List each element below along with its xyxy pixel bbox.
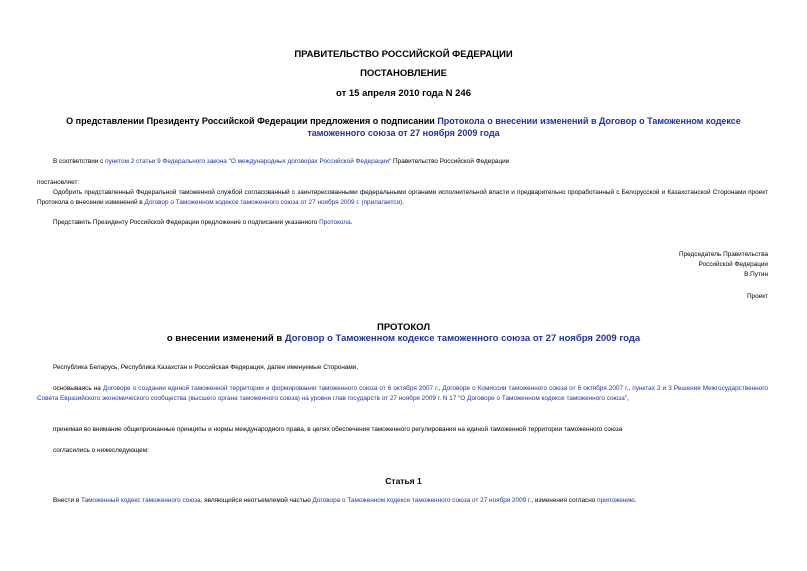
customs-code-treaty-link-2[interactable]: Договора о Таможенном кодексе таможенного союза от 27 ноября 2009 г. [312,497,532,504]
item-2-text-1: Представить Президенту Российской Федерации предложение о подписании указанного [53,219,320,226]
document-type-heading: ПОСТАНОВЛЕНИЕ [360,68,447,79]
customs-code-link[interactable]: Таможенный кодекс таможенного союза [80,497,201,504]
annex-link[interactable]: приложению [597,497,635,504]
protocol-subtitle [0,333,807,344]
postanovlyaet-label: постановляет: [37,179,80,186]
protocol-link[interactable]: Протокола [319,219,351,226]
basis-paragraph [37,384,768,403]
intro-paragraph [37,157,768,167]
item-1-paragraph [37,188,768,207]
resolution-title [36,115,771,139]
item-1-text-3: . [402,198,404,206]
basis-text-1: основываясь на [53,385,103,392]
commission-treaty-link[interactable]: Договоре о Комиссии таможенного союза от 6 октября 2007 г. [442,385,629,392]
title-text: О представлении Президенту Российской Федерации предложения о подписании [66,116,438,126]
agreed-paragraph: согласились о нижеследующем: [53,447,149,454]
signature-country: Российской Федерации [698,261,768,268]
basis-text-2: , [438,385,443,392]
parties-paragraph: Республика Беларусь, Республика Казахстан и Российская Федерация, далее именуемые Сторонами, [53,364,359,371]
article-1-text-4: . [634,497,637,504]
item-2-paragraph [37,218,768,228]
basis-text-4: , [627,394,629,402]
article-1-paragraph [37,496,768,506]
protocol-subtitle-text: о внесении изменений в [166,333,285,344]
signature-name: В.Путин [744,271,768,278]
council-decision-link[interactable]: пунктах 2 и 3 Решения Межгосударственного Совета Евразийского экономического сообщества (высшего органа таможенного союза) на уровне глав государств от 27 ноября 2009 г. N 17 "О Договоре о Таможенном кодексе таможенного союза" [37,385,768,402]
attached-link[interactable]: (прилагается) [361,198,403,206]
customs-code-treaty-link[interactable]: Договор о Таможенном кодексе таможенного союза от 27 ноября 2009 г. [144,198,360,206]
customs-territory-treaty-link[interactable]: Договоре о создании единой таможенной территории и формировании таможенного союза от 6 октября 2007 г. [102,385,439,392]
intro-text-1: В соответствии с [53,158,106,165]
signature-position: Председатель Правительства [679,251,768,258]
item-1-text-1: Одобрить представленный Федеральной таможенной службой согласованный с заинтересованными федеральными органами исполнительной власти и предварительно проработанный с Белорусской и Казахстанской Сторонами проект Протокола о внесении изменений в [37,189,768,206]
federal-law-link[interactable]: пунктом 2 статьи 9 Федерального закона "О международных договорах Российской Федерации" [105,158,392,165]
item-2-text-2: . [350,219,353,226]
intro-text-2: Правительство Российской Федерации [391,158,510,165]
basis-text-3: , [628,385,633,392]
article-1-text-3: , изменения согласно [531,497,598,504]
protocol-heading: ПРОТОКОЛ [376,322,430,333]
article-1-heading: Статья 1 [385,476,422,486]
article-1-text-1: Внести в [53,497,81,504]
government-heading: ПРАВИТЕЛЬСТВО РОССИЙСКОЙ ФЕДЕРАЦИИ [294,49,513,60]
principles-paragraph: принимая во внимание общепризнанные принципы и нормы международного права, в целях обеспечения таможенного регулирования на единой таможенной территории таможенного союза [53,426,623,433]
project-label: Проект [746,293,768,300]
article-1-text-2: , являющийся неотъемлемой частью [200,497,313,504]
title-protocol-link[interactable]: Протокола о внесении изменений в Договор о Таможенном кодексе таможенного союза от 27 ноября 2009 года [307,116,741,138]
signature-block [679,250,768,280]
date-number-heading: от 15 апреля 2010 года N 246 [336,88,471,99]
protocol-subtitle-link[interactable]: Договор о Таможенном кодексе таможенного союза от 27 ноября 2009 года [284,333,641,344]
